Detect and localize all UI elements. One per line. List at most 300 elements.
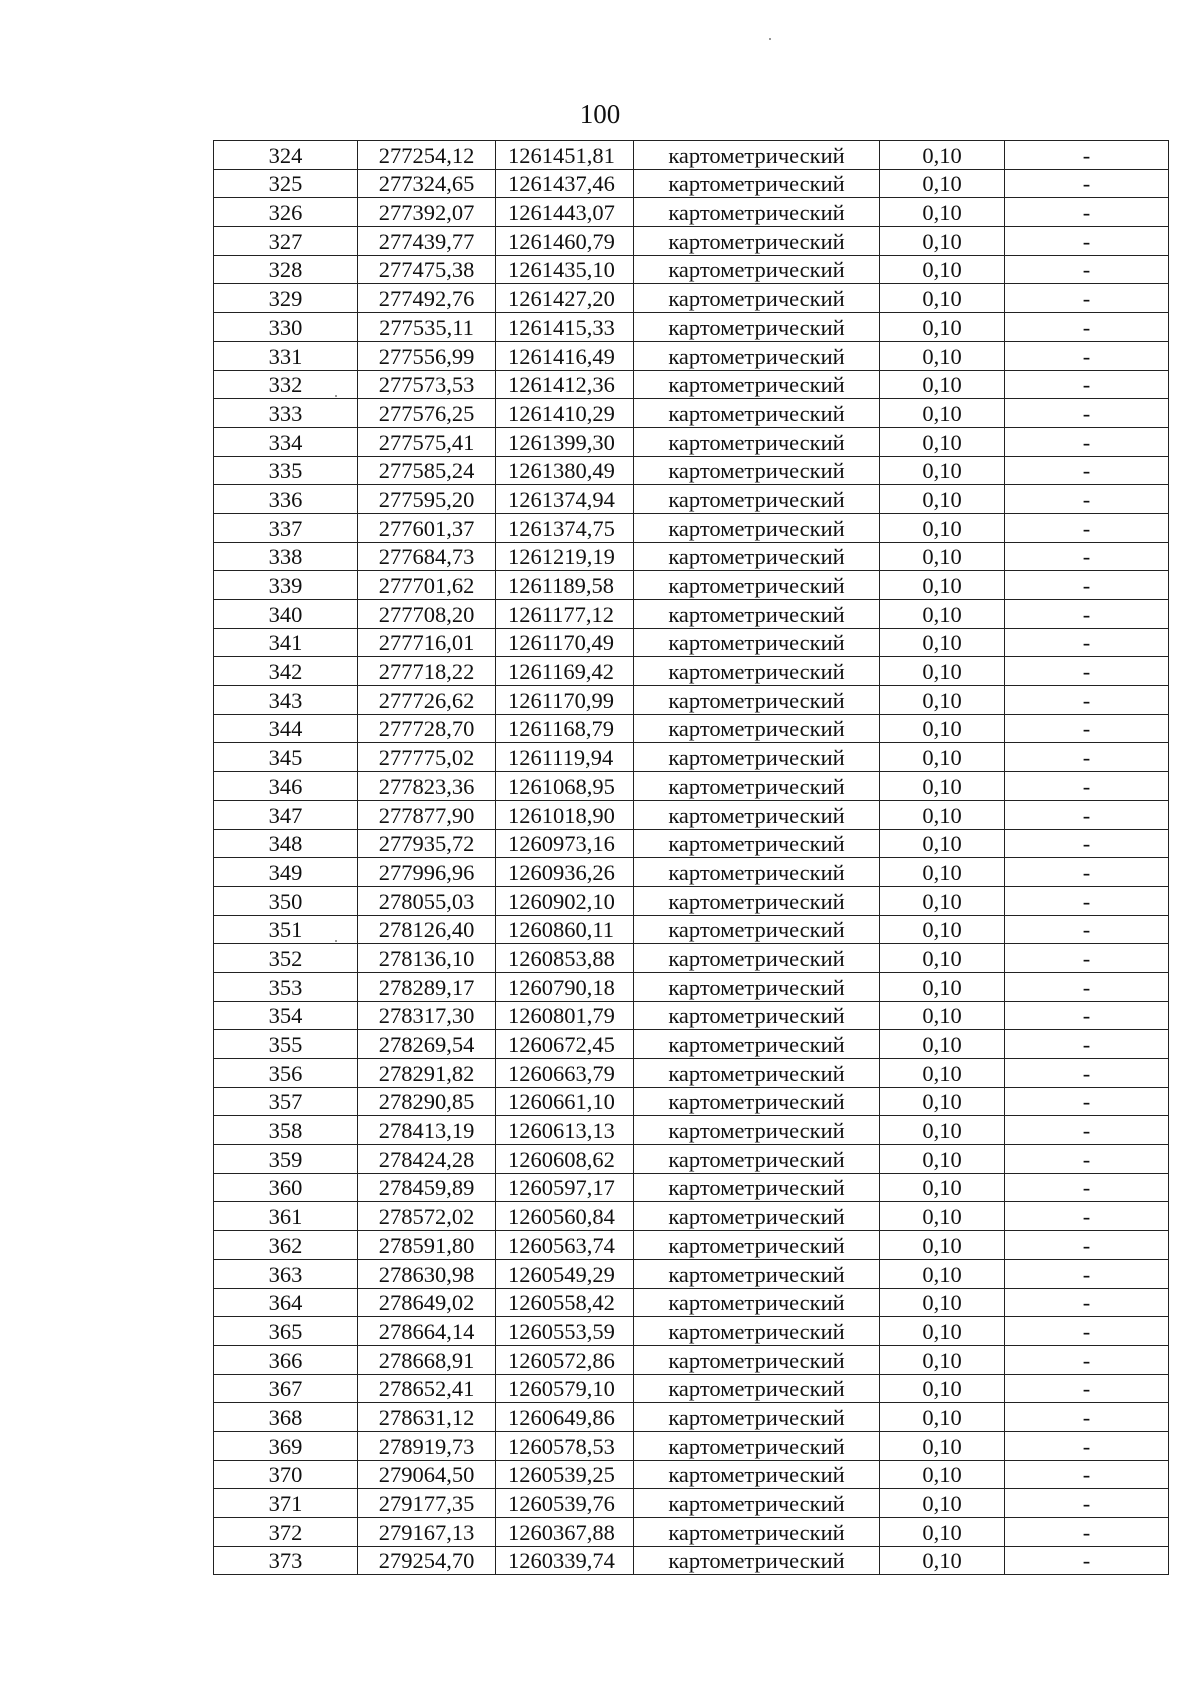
table-row [214, 399, 1169, 428]
x-coordinate-cell: 278631,12 [358, 1403, 496, 1432]
y-coordinate-cell: 1260661,10 [496, 1087, 634, 1116]
description-cell: - [1005, 600, 1169, 629]
method-cell: картометрический [634, 915, 880, 944]
y-coordinate-cell: 1260973,16 [496, 829, 634, 858]
y-coordinate-cell: 1260553,59 [496, 1317, 634, 1346]
accuracy-cell: 0,10 [880, 1460, 1005, 1489]
scan-speck [769, 38, 771, 40]
method-cell: картометрический [634, 542, 880, 571]
accuracy-cell: 0,10 [880, 1546, 1005, 1575]
table-row [214, 313, 1169, 342]
method-cell: картометрический [634, 1489, 880, 1518]
y-coordinate-cell: 1260663,79 [496, 1059, 634, 1088]
accuracy-cell: 0,10 [880, 1374, 1005, 1403]
y-coordinate-cell: 1260539,25 [496, 1460, 634, 1489]
point-number-cell: 364 [214, 1288, 358, 1317]
coordinates-table-body [214, 141, 1169, 1575]
point-number-cell: 366 [214, 1345, 358, 1374]
method-cell: картометрический [634, 227, 880, 256]
table-row [214, 743, 1169, 772]
description-cell: - [1005, 829, 1169, 858]
x-coordinate-cell: 277556,99 [358, 341, 496, 370]
method-cell: картометрический [634, 1518, 880, 1547]
accuracy-cell: 0,10 [880, 427, 1005, 456]
y-coordinate-cell: 1260860,11 [496, 915, 634, 944]
x-coordinate-cell: 279177,35 [358, 1489, 496, 1518]
accuracy-cell: 0,10 [880, 1202, 1005, 1231]
y-coordinate-cell: 1261451,81 [496, 141, 634, 170]
method-cell: картометрический [634, 485, 880, 514]
point-number-cell: 331 [214, 341, 358, 370]
y-coordinate-cell: 1261168,79 [496, 714, 634, 743]
method-cell: картометрический [634, 284, 880, 313]
coordinates-table [213, 140, 1169, 1575]
x-coordinate-cell: 278664,14 [358, 1317, 496, 1346]
accuracy-cell: 0,10 [880, 341, 1005, 370]
x-coordinate-cell: 278591,80 [358, 1231, 496, 1260]
method-cell: картометрический [634, 341, 880, 370]
y-coordinate-cell: 1260558,42 [496, 1288, 634, 1317]
description-cell: - [1005, 571, 1169, 600]
method-cell: картометрический [634, 255, 880, 284]
table-row [214, 829, 1169, 858]
point-number-cell: 345 [214, 743, 358, 772]
x-coordinate-cell: 277823,36 [358, 772, 496, 801]
description-cell: - [1005, 1489, 1169, 1518]
method-cell: картометрический [634, 1345, 880, 1374]
point-number-cell: 368 [214, 1403, 358, 1432]
description-cell: - [1005, 743, 1169, 772]
method-cell: картометрический [634, 743, 880, 772]
x-coordinate-cell: 278572,02 [358, 1202, 496, 1231]
method-cell: картометрический [634, 944, 880, 973]
x-coordinate-cell: 277439,77 [358, 227, 496, 256]
accuracy-cell: 0,10 [880, 972, 1005, 1001]
method-cell: картометрический [634, 1145, 880, 1174]
y-coordinate-cell: 1261437,46 [496, 169, 634, 198]
description-cell: - [1005, 169, 1169, 198]
description-cell: - [1005, 1518, 1169, 1547]
x-coordinate-cell: 279167,13 [358, 1518, 496, 1547]
accuracy-cell: 0,10 [880, 313, 1005, 342]
x-coordinate-cell: 277492,76 [358, 284, 496, 313]
accuracy-cell: 0,10 [880, 1001, 1005, 1030]
scan-speck [335, 395, 337, 397]
accuracy-cell: 0,10 [880, 686, 1005, 715]
point-number-cell: 341 [214, 628, 358, 657]
x-coordinate-cell: 279254,70 [358, 1546, 496, 1575]
x-coordinate-cell: 277475,38 [358, 255, 496, 284]
point-number-cell: 342 [214, 657, 358, 686]
y-coordinate-cell: 1260790,18 [496, 972, 634, 1001]
method-cell: картометрический [634, 456, 880, 485]
accuracy-cell: 0,10 [880, 1116, 1005, 1145]
accuracy-cell: 0,10 [880, 1317, 1005, 1346]
description-cell: - [1005, 858, 1169, 887]
description-cell: - [1005, 1202, 1169, 1231]
x-coordinate-cell: 278291,82 [358, 1059, 496, 1088]
table-row [214, 227, 1169, 256]
point-number-cell: 362 [214, 1231, 358, 1260]
y-coordinate-cell: 1261018,90 [496, 800, 634, 829]
description-cell: - [1005, 370, 1169, 399]
point-number-cell: 355 [214, 1030, 358, 1059]
accuracy-cell: 0,10 [880, 1403, 1005, 1432]
x-coordinate-cell: 277585,24 [358, 456, 496, 485]
x-coordinate-cell: 277701,62 [358, 571, 496, 600]
table-row [214, 800, 1169, 829]
table-row [214, 686, 1169, 715]
point-number-cell: 338 [214, 542, 358, 571]
x-coordinate-cell: 277728,70 [358, 714, 496, 743]
point-number-cell: 333 [214, 399, 358, 428]
y-coordinate-cell: 1261399,30 [496, 427, 634, 456]
table-row [214, 1546, 1169, 1575]
point-number-cell: 373 [214, 1546, 358, 1575]
description-cell: - [1005, 1403, 1169, 1432]
x-coordinate-cell: 277601,37 [358, 513, 496, 542]
y-coordinate-cell: 1260672,45 [496, 1030, 634, 1059]
table-row [214, 198, 1169, 227]
description-cell: - [1005, 1259, 1169, 1288]
x-coordinate-cell: 277254,12 [358, 141, 496, 170]
x-coordinate-cell: 277595,20 [358, 485, 496, 514]
point-number-cell: 334 [214, 427, 358, 456]
y-coordinate-cell: 1261415,33 [496, 313, 634, 342]
x-coordinate-cell: 277392,07 [358, 198, 496, 227]
x-coordinate-cell: 277935,72 [358, 829, 496, 858]
method-cell: картометрический [634, 313, 880, 342]
x-coordinate-cell: 277775,02 [358, 743, 496, 772]
method-cell: картометрический [634, 772, 880, 801]
y-coordinate-cell: 1261374,94 [496, 485, 634, 514]
method-cell: картометрический [634, 1030, 880, 1059]
description-cell: - [1005, 1231, 1169, 1260]
point-number-cell: 326 [214, 198, 358, 227]
description-cell: - [1005, 714, 1169, 743]
x-coordinate-cell: 277726,62 [358, 686, 496, 715]
table-row [214, 1059, 1169, 1088]
description-cell: - [1005, 227, 1169, 256]
table-row [214, 944, 1169, 973]
table-row [214, 1345, 1169, 1374]
table-row [214, 1145, 1169, 1174]
accuracy-cell: 0,10 [880, 456, 1005, 485]
table-row [214, 1259, 1169, 1288]
y-coordinate-cell: 1260649,86 [496, 1403, 634, 1432]
method-cell: картометрический [634, 657, 880, 686]
accuracy-cell: 0,10 [880, 399, 1005, 428]
y-coordinate-cell: 1260597,17 [496, 1173, 634, 1202]
accuracy-cell: 0,10 [880, 1345, 1005, 1374]
method-cell: картометрический [634, 399, 880, 428]
description-cell: - [1005, 427, 1169, 456]
table-row [214, 513, 1169, 542]
method-cell: картометрический [634, 829, 880, 858]
description-cell: - [1005, 972, 1169, 1001]
y-coordinate-cell: 1261169,42 [496, 657, 634, 686]
table-row [214, 1231, 1169, 1260]
method-cell: картометрический [634, 800, 880, 829]
y-coordinate-cell: 1260572,86 [496, 1345, 634, 1374]
y-coordinate-cell: 1260560,84 [496, 1202, 634, 1231]
accuracy-cell: 0,10 [880, 198, 1005, 227]
x-coordinate-cell: 278630,98 [358, 1259, 496, 1288]
accuracy-cell: 0,10 [880, 141, 1005, 170]
description-cell: - [1005, 1087, 1169, 1116]
y-coordinate-cell: 1260578,53 [496, 1431, 634, 1460]
table-row [214, 858, 1169, 887]
table-row [214, 1374, 1169, 1403]
x-coordinate-cell: 277684,73 [358, 542, 496, 571]
description-cell: - [1005, 542, 1169, 571]
point-number-cell: 351 [214, 915, 358, 944]
method-cell: картометрический [634, 1317, 880, 1346]
table-row [214, 542, 1169, 571]
description-cell: - [1005, 886, 1169, 915]
method-cell: картометрический [634, 628, 880, 657]
description-cell: - [1005, 341, 1169, 370]
y-coordinate-cell: 1261068,95 [496, 772, 634, 801]
x-coordinate-cell: 277576,25 [358, 399, 496, 428]
description-cell: - [1005, 1431, 1169, 1460]
method-cell: картометрический [634, 1403, 880, 1432]
x-coordinate-cell: 277708,20 [358, 600, 496, 629]
point-number-cell: 344 [214, 714, 358, 743]
table-row [214, 915, 1169, 944]
method-cell: картометрический [634, 1202, 880, 1231]
point-number-cell: 352 [214, 944, 358, 973]
y-coordinate-cell: 1261412,36 [496, 370, 634, 399]
table-row [214, 485, 1169, 514]
method-cell: картометрический [634, 427, 880, 456]
description-cell: - [1005, 513, 1169, 542]
y-coordinate-cell: 1261170,99 [496, 686, 634, 715]
x-coordinate-cell: 278413,19 [358, 1116, 496, 1145]
point-number-cell: 369 [214, 1431, 358, 1460]
table-row [214, 1460, 1169, 1489]
y-coordinate-cell: 1261443,07 [496, 198, 634, 227]
table-row [214, 1001, 1169, 1030]
table-row [214, 886, 1169, 915]
point-number-cell: 370 [214, 1460, 358, 1489]
description-cell: - [1005, 1546, 1169, 1575]
point-number-cell: 350 [214, 886, 358, 915]
accuracy-cell: 0,10 [880, 1231, 1005, 1260]
x-coordinate-cell: 277575,41 [358, 427, 496, 456]
description-cell: - [1005, 399, 1169, 428]
accuracy-cell: 0,10 [880, 1087, 1005, 1116]
description-cell: - [1005, 1173, 1169, 1202]
table-row [214, 284, 1169, 313]
point-number-cell: 335 [214, 456, 358, 485]
x-coordinate-cell: 277718,22 [358, 657, 496, 686]
accuracy-cell: 0,10 [880, 1259, 1005, 1288]
accuracy-cell: 0,10 [880, 1059, 1005, 1088]
table-row [214, 1403, 1169, 1432]
table-row [214, 456, 1169, 485]
description-cell: - [1005, 1374, 1169, 1403]
accuracy-cell: 0,10 [880, 513, 1005, 542]
point-number-cell: 347 [214, 800, 358, 829]
description-cell: - [1005, 141, 1169, 170]
point-number-cell: 357 [214, 1087, 358, 1116]
y-coordinate-cell: 1261380,49 [496, 456, 634, 485]
accuracy-cell: 0,10 [880, 284, 1005, 313]
table-row [214, 341, 1169, 370]
x-coordinate-cell: 279064,50 [358, 1460, 496, 1489]
x-coordinate-cell: 277535,11 [358, 313, 496, 342]
description-cell: - [1005, 456, 1169, 485]
table-row [214, 714, 1169, 743]
point-number-cell: 359 [214, 1145, 358, 1174]
x-coordinate-cell: 278136,10 [358, 944, 496, 973]
point-number-cell: 353 [214, 972, 358, 1001]
x-coordinate-cell: 278290,85 [358, 1087, 496, 1116]
point-number-cell: 361 [214, 1202, 358, 1231]
y-coordinate-cell: 1260549,29 [496, 1259, 634, 1288]
page-number: 100 [579, 99, 621, 129]
accuracy-cell: 0,10 [880, 772, 1005, 801]
table-row [214, 628, 1169, 657]
point-number-cell: 371 [214, 1489, 358, 1518]
method-cell: картометрический [634, 1374, 880, 1403]
point-number-cell: 356 [214, 1059, 358, 1088]
table-row [214, 772, 1169, 801]
method-cell: картометрический [634, 1431, 880, 1460]
method-cell: картометрический [634, 686, 880, 715]
method-cell: картометрический [634, 1231, 880, 1260]
y-coordinate-cell: 1261177,12 [496, 600, 634, 629]
method-cell: картометрический [634, 1087, 880, 1116]
scan-speck [335, 940, 337, 942]
description-cell: - [1005, 915, 1169, 944]
point-number-cell: 330 [214, 313, 358, 342]
description-cell: - [1005, 1288, 1169, 1317]
method-cell: картометрический [634, 1546, 880, 1575]
table-row [214, 169, 1169, 198]
method-cell: картометрический [634, 169, 880, 198]
table-row [214, 1173, 1169, 1202]
x-coordinate-cell: 277996,96 [358, 858, 496, 887]
table-row [214, 972, 1169, 1001]
x-coordinate-cell: 278289,17 [358, 972, 496, 1001]
method-cell: картометрический [634, 198, 880, 227]
table-row [214, 370, 1169, 399]
x-coordinate-cell: 277877,90 [358, 800, 496, 829]
y-coordinate-cell: 1260367,88 [496, 1518, 634, 1547]
accuracy-cell: 0,10 [880, 255, 1005, 284]
accuracy-cell: 0,10 [880, 714, 1005, 743]
point-number-cell: 339 [214, 571, 358, 600]
point-number-cell: 365 [214, 1317, 358, 1346]
table-row [214, 1030, 1169, 1059]
point-number-cell: 328 [214, 255, 358, 284]
accuracy-cell: 0,10 [880, 829, 1005, 858]
table-row [214, 657, 1169, 686]
point-number-cell: 349 [214, 858, 358, 887]
y-coordinate-cell: 1260563,74 [496, 1231, 634, 1260]
table-row [214, 1317, 1169, 1346]
description-cell: - [1005, 944, 1169, 973]
accuracy-cell: 0,10 [880, 800, 1005, 829]
method-cell: картометрический [634, 600, 880, 629]
point-number-cell: 325 [214, 169, 358, 198]
y-coordinate-cell: 1260613,13 [496, 1116, 634, 1145]
table-row [214, 255, 1169, 284]
description-cell: - [1005, 1116, 1169, 1145]
description-cell: - [1005, 657, 1169, 686]
x-coordinate-cell: 277716,01 [358, 628, 496, 657]
method-cell: картометрический [634, 141, 880, 170]
description-cell: - [1005, 485, 1169, 514]
point-number-cell: 367 [214, 1374, 358, 1403]
y-coordinate-cell: 1260853,88 [496, 944, 634, 973]
x-coordinate-cell: 278668,91 [358, 1345, 496, 1374]
accuracy-cell: 0,10 [880, 1173, 1005, 1202]
x-coordinate-cell: 278317,30 [358, 1001, 496, 1030]
y-coordinate-cell: 1261189,58 [496, 571, 634, 600]
method-cell: картометрический [634, 1259, 880, 1288]
method-cell: картометрический [634, 370, 880, 399]
y-coordinate-cell: 1261460,79 [496, 227, 634, 256]
table-row [214, 1288, 1169, 1317]
y-coordinate-cell: 1261435,10 [496, 255, 634, 284]
y-coordinate-cell: 1260579,10 [496, 1374, 634, 1403]
point-number-cell: 340 [214, 600, 358, 629]
table-row [214, 571, 1169, 600]
method-cell: картометрический [634, 858, 880, 887]
method-cell: картометрический [634, 1059, 880, 1088]
method-cell: картометрический [634, 571, 880, 600]
x-coordinate-cell: 278459,89 [358, 1173, 496, 1202]
x-coordinate-cell: 277573,53 [358, 370, 496, 399]
description-cell: - [1005, 1145, 1169, 1174]
x-coordinate-cell: 278649,02 [358, 1288, 496, 1317]
y-coordinate-cell: 1261219,19 [496, 542, 634, 571]
description-cell: - [1005, 800, 1169, 829]
point-number-cell: 348 [214, 829, 358, 858]
x-coordinate-cell: 278269,54 [358, 1030, 496, 1059]
point-number-cell: 346 [214, 772, 358, 801]
description-cell: - [1005, 686, 1169, 715]
y-coordinate-cell: 1260902,10 [496, 886, 634, 915]
accuracy-cell: 0,10 [880, 1288, 1005, 1317]
x-coordinate-cell: 277324,65 [358, 169, 496, 198]
description-cell: - [1005, 1345, 1169, 1374]
point-number-cell: 327 [214, 227, 358, 256]
x-coordinate-cell: 278126,40 [358, 915, 496, 944]
accuracy-cell: 0,10 [880, 485, 1005, 514]
y-coordinate-cell: 1261170,49 [496, 628, 634, 657]
table-row [214, 1202, 1169, 1231]
method-cell: картометрический [634, 1001, 880, 1030]
y-coordinate-cell: 1261374,75 [496, 513, 634, 542]
description-cell: - [1005, 1001, 1169, 1030]
description-cell: - [1005, 1317, 1169, 1346]
description-cell: - [1005, 198, 1169, 227]
point-number-cell: 324 [214, 141, 358, 170]
description-cell: - [1005, 1059, 1169, 1088]
method-cell: картометрический [634, 1173, 880, 1202]
x-coordinate-cell: 278055,03 [358, 886, 496, 915]
point-number-cell: 343 [214, 686, 358, 715]
y-coordinate-cell: 1261427,20 [496, 284, 634, 313]
accuracy-cell: 0,10 [880, 1145, 1005, 1174]
method-cell: картометрический [634, 972, 880, 1001]
y-coordinate-cell: 1260339,74 [496, 1546, 634, 1575]
x-coordinate-cell: 278652,41 [358, 1374, 496, 1403]
